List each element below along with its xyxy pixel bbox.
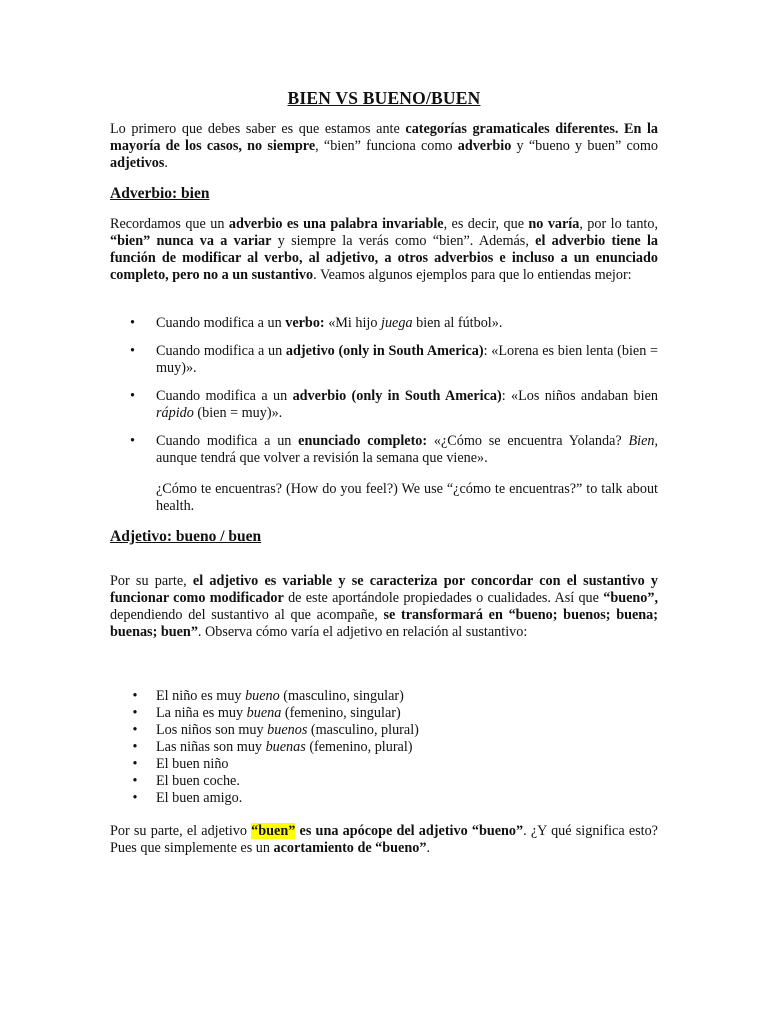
example-text: El buen niño [156, 756, 229, 772]
intro-text-3: y “bueno y buen” como [511, 138, 658, 154]
example-text: Las niñas son muy [156, 739, 266, 755]
bullet-icon: • [132, 688, 138, 704]
bullet-icon: • [132, 722, 138, 738]
bullet-icon: • [132, 790, 138, 806]
bullet-icon: • [130, 315, 135, 331]
list-item [130, 343, 658, 377]
example-text: El niño es muy [156, 688, 246, 704]
bullet-text: , aunque tendrá que volver a revisión la semana que viene». [156, 433, 659, 466]
intro-bold-3: adjetivos [110, 155, 165, 171]
adverbio-text-5: . Veamos algunos ejemplos para que lo entiendas mejor: [313, 267, 632, 283]
adverbio-paragraph [110, 216, 658, 284]
bullet-icon: • [130, 343, 135, 359]
adjetivo-text-4: . Observa cómo varía el adjetivo en relación al sustantivo: [197, 624, 528, 640]
example-text: La niña es muy [156, 705, 247, 721]
example-text: Los niños son muy [156, 722, 268, 738]
adverbio-bold-4: el adverbio tiene la función de modificar al verbo, al adjetivo, a otros adverbios e incluso a un enunciado completo, pero no a un sustantivo [110, 233, 658, 283]
bullet-bold: verbo: [285, 315, 325, 331]
list-item [130, 433, 658, 467]
adverbio-bold-2: no varía [528, 216, 580, 232]
bullet-icon: • [130, 388, 135, 404]
bullet-text: : «Los niños andaban bien [501, 388, 658, 404]
list-item [130, 705, 658, 722]
document-title: BIEN VS BUENO/BUEN [287, 88, 481, 108]
bullet-italic: Bien [628, 433, 655, 449]
bullet-icon: • [132, 773, 138, 789]
example-text: El buen coche. [156, 773, 240, 789]
adverbio-text-4: y siempre la verás como “bien”. Además, [271, 233, 536, 249]
bullet-text: Cuando modifica a un [156, 433, 299, 449]
adverbio-text-2: , es decir, que [443, 216, 529, 232]
bullet-icon: • [130, 433, 135, 449]
intro-bold-2: adverbio [457, 138, 512, 154]
bullet-text: (bien = muy)». [193, 405, 283, 421]
list-item [130, 315, 658, 332]
bullet-icon: • [132, 705, 138, 721]
list-item [130, 790, 658, 807]
list-item [130, 756, 658, 773]
example-italic: bueno [245, 688, 280, 704]
bullet-text: «Mi hijo [324, 315, 382, 331]
closing-text-2: . ¿Y qué significa esto? Pues que simplemente es un [110, 823, 658, 856]
adverbio-bullet-list [130, 315, 658, 467]
intro-bold-1: categorías gramaticales diferentes. En la mayoría de los casos, no siempre [110, 121, 658, 154]
adverbio-bold-1: adverbio es una palabra invariable [228, 216, 444, 232]
list-item [130, 773, 658, 790]
adverbio-text-3: , por lo tanto, [579, 216, 658, 232]
adverbio-bold-3: “bien” nunca va a variar [110, 233, 272, 249]
adverbio-text-1: Recordamos que un [110, 216, 229, 232]
list-item [130, 688, 658, 705]
adjetivo-text-1: Por su parte, [110, 573, 193, 589]
section-heading-adverbio: Adverbio: bien [110, 185, 210, 202]
bullet-icon: • [132, 739, 138, 755]
highlighted-term: “buen” [251, 823, 296, 839]
example-italic: buenos [267, 722, 308, 738]
bullet-text: Cuando modifica a un [156, 388, 293, 404]
closing-paragraph [110, 823, 658, 857]
adjetivo-bold-2: “bueno”, [603, 590, 659, 606]
example-text: (masculino, singular) [279, 688, 404, 704]
bullet-italic: rápido [156, 405, 194, 421]
adjetivo-example-list [130, 688, 658, 807]
list-item [130, 722, 658, 739]
intro-paragraph [110, 121, 658, 172]
closing-text-1: Por su parte, el adjetivo [110, 823, 252, 839]
bullet-text: Cuando modifica a un [156, 315, 286, 331]
intro-text-1: Lo primero que debes saber es que estamos ante [110, 121, 406, 137]
list-item [130, 388, 658, 422]
bullet-text: : «Lorena es bien lenta (bien = muy)». [156, 343, 659, 376]
closing-bold-2: acortamiento de “bueno” [273, 840, 427, 856]
example-text: (femenino, singular) [281, 705, 401, 721]
intro-text-2: , “bien” funciona como [315, 138, 458, 154]
health-note: ¿Cómo te encuentras? (How do you feel?) We use “¿cómo te encuentras?” to talk about health. [156, 481, 658, 514]
bullet-icon: • [132, 756, 138, 772]
adjetivo-bold-1: el adjetivo es variable y se caracteriza por concordar con el sustantivo y funcionar como modificador [110, 573, 658, 606]
bullet-text: Cuando modifica a un [156, 343, 286, 359]
bullet-italic: juega [381, 315, 413, 331]
bullet-text: «¿Cómo se encuentra Yolanda? [427, 433, 629, 449]
bullet-bold: adjetivo (only in South America) [285, 343, 484, 359]
closing-bold-1: es una apócope del adjetivo “bueno” [295, 823, 524, 839]
list-item [130, 739, 658, 756]
bullet-bold: enunciado completo: [298, 433, 428, 449]
adjetivo-text-2: de este aportándole propiedades o cualidades. Así que [283, 590, 604, 606]
example-text: El buen amigo. [156, 790, 243, 806]
example-italic: buenas [265, 739, 306, 755]
bullet-text: bien al fútbol». [412, 315, 503, 331]
example-text: (femenino, plural) [305, 739, 413, 755]
example-text: (masculino, plural) [307, 722, 419, 738]
section-heading-adjetivo: Adjetivo: bueno / buen [110, 528, 262, 545]
example-italic: buena [246, 705, 282, 721]
adjetivo-paragraph [110, 573, 658, 641]
bullet-bold: adverbio (only in South America) [292, 388, 502, 404]
adjetivo-bold-3: se transformará en “bueno; buenos; buena; buenas; buen” [110, 607, 658, 640]
closing-text-3: . [426, 840, 430, 856]
adjetivo-text-3: dependiendo del sustantivo al que acompañe, [110, 607, 384, 623]
intro-text-4: . [164, 155, 168, 171]
